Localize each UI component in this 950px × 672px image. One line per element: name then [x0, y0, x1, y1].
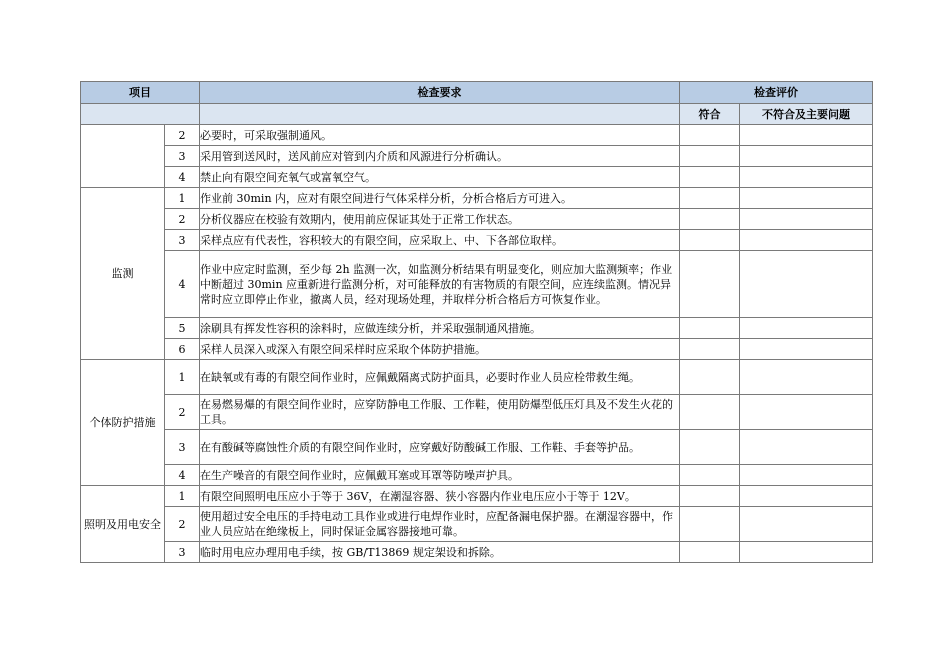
table-row — [81, 188, 873, 209]
category-cell: 个体防护措施 — [81, 360, 165, 486]
row-number: 4 — [165, 251, 200, 318]
table-row — [81, 507, 873, 542]
subheader-blank-requirement — [200, 104, 680, 125]
subheader-row — [81, 104, 873, 125]
requirement-text: 在缺氧或有毒的有限空间作业时，应佩戴隔离式防护面具，必要时作业人员应栓带救生绳。 — [200, 360, 680, 395]
nonconform-cell[interactable] — [740, 339, 873, 360]
row-number: 4 — [165, 465, 200, 486]
table-row — [81, 125, 873, 146]
nonconform-cell[interactable] — [740, 507, 873, 542]
requirement-text: 分析仪器应在校验有效期内，使用前应保证其处于正常工作状态。 — [200, 209, 680, 230]
table-row — [81, 465, 873, 486]
table-row — [81, 360, 873, 395]
conform-cell[interactable] — [680, 188, 740, 209]
nonconform-cell[interactable] — [740, 230, 873, 251]
table-row — [81, 146, 873, 167]
category-cell — [81, 125, 165, 188]
requirement-text: 禁止向有限空间充氧气或富氧空气。 — [200, 167, 680, 188]
conform-cell[interactable] — [680, 360, 740, 395]
row-number: 3 — [165, 146, 200, 167]
table-row — [81, 209, 873, 230]
conform-cell[interactable] — [680, 318, 740, 339]
nonconform-cell[interactable] — [740, 465, 873, 486]
requirement-text: 在易燃易爆的有限空间作业时，应穿防静电工作服、工作鞋，使用防爆型低压灯具及不发生火花的工具。 — [200, 395, 680, 430]
inspection-checklist-table — [80, 81, 873, 563]
requirement-text: 在有酸碱等腐蚀性介质的有限空间作业时，应穿戴好防酸碱工作服、工作鞋、手套等护品。 — [200, 430, 680, 465]
header-requirement: 检查要求 — [200, 82, 680, 104]
nonconform-cell[interactable] — [740, 188, 873, 209]
table-row — [81, 230, 873, 251]
conform-cell[interactable] — [680, 507, 740, 542]
row-number: 2 — [165, 209, 200, 230]
header-conform: 符合 — [680, 104, 740, 125]
row-number: 1 — [165, 188, 200, 209]
conform-cell[interactable] — [680, 209, 740, 230]
table-row — [81, 486, 873, 507]
nonconform-cell[interactable] — [740, 209, 873, 230]
nonconform-cell[interactable] — [740, 251, 873, 318]
conform-cell[interactable] — [680, 125, 740, 146]
table-row — [81, 167, 873, 188]
category-cell: 照明及用电安全 — [81, 486, 165, 563]
conform-cell[interactable] — [680, 486, 740, 507]
table-row — [81, 318, 873, 339]
header-nonconform: 不符合及主要问题 — [740, 104, 873, 125]
row-number: 3 — [165, 542, 200, 563]
table-row — [81, 542, 873, 563]
row-number: 1 — [165, 486, 200, 507]
conform-cell[interactable] — [680, 430, 740, 465]
row-number: 2 — [165, 507, 200, 542]
nonconform-cell[interactable] — [740, 125, 873, 146]
conform-cell[interactable] — [680, 339, 740, 360]
row-number: 5 — [165, 318, 200, 339]
row-number: 1 — [165, 360, 200, 395]
category-cell: 监测 — [81, 188, 165, 360]
nonconform-cell[interactable] — [740, 430, 873, 465]
table-row — [81, 251, 873, 318]
conform-cell[interactable] — [680, 542, 740, 563]
requirement-text: 使用超过安全电压的手持电动工具作业或进行电焊作业时，应配备漏电保护器。在潮湿容器中，作业人员应站在绝缘板上，同时保证金属容器接地可靠。 — [200, 507, 680, 542]
nonconform-cell[interactable] — [740, 360, 873, 395]
requirement-text: 涂刷具有挥发性容积的涂料时，应做连续分析，并采取强制通风措施。 — [200, 318, 680, 339]
conform-cell[interactable] — [680, 395, 740, 430]
requirement-text: 采用管到送风时，送风前应对管到内介质和风源进行分析确认。 — [200, 146, 680, 167]
row-number: 2 — [165, 125, 200, 146]
header-row — [81, 82, 873, 104]
table-row — [81, 339, 873, 360]
nonconform-cell[interactable] — [740, 146, 873, 167]
requirement-text: 有限空间照明电压应小于等于 36V，在潮湿容器、狭小容器内作业电压应小于等于 12V。 — [200, 486, 680, 507]
nonconform-cell[interactable] — [740, 167, 873, 188]
row-number: 3 — [165, 230, 200, 251]
conform-cell[interactable] — [680, 146, 740, 167]
nonconform-cell[interactable] — [740, 486, 873, 507]
conform-cell[interactable] — [680, 230, 740, 251]
row-number: 2 — [165, 395, 200, 430]
nonconform-cell[interactable] — [740, 395, 873, 430]
requirement-text: 采样人员深入或深入有限空间采样时应采取个体防护措施。 — [200, 339, 680, 360]
requirement-text: 作业前 30min 内，应对有限空间进行气体采样分析，分析合格后方可进入。 — [200, 188, 680, 209]
requirement-text: 临时用电应办理用电手续，按 GB/T13869 规定架设和拆除。 — [200, 542, 680, 563]
conform-cell[interactable] — [680, 465, 740, 486]
table-row — [81, 430, 873, 465]
conform-cell[interactable] — [680, 251, 740, 318]
table-row — [81, 395, 873, 430]
conform-cell[interactable] — [680, 167, 740, 188]
requirement-text: 在生产噪音的有限空间作业时，应佩戴耳塞或耳罩等防噪声护具。 — [200, 465, 680, 486]
requirement-text: 必要时，可采取强制通风。 — [200, 125, 680, 146]
row-number: 3 — [165, 430, 200, 465]
header-item: 项目 — [81, 82, 200, 104]
header-evaluation: 检查评价 — [680, 82, 873, 104]
nonconform-cell[interactable] — [740, 542, 873, 563]
row-number: 6 — [165, 339, 200, 360]
requirement-text: 作业中应定时监测，至少每 2h 监测一次，如监测分析结果有明显变化，则应加大监测频率；作业中断超过 30min 应重新进行监测分析，对可能释放的有害物质的有限空间，应连续监测。情况异常时应立即停止作业，撤离人员，经对现场处理，并取样分析合格后方可恢复作业。 — [200, 251, 680, 318]
row-number: 4 — [165, 167, 200, 188]
requirement-text: 采样点应有代表性，容积较大的有限空间，应采取上、中、下各部位取样。 — [200, 230, 680, 251]
subheader-blank-item — [81, 104, 200, 125]
nonconform-cell[interactable] — [740, 318, 873, 339]
